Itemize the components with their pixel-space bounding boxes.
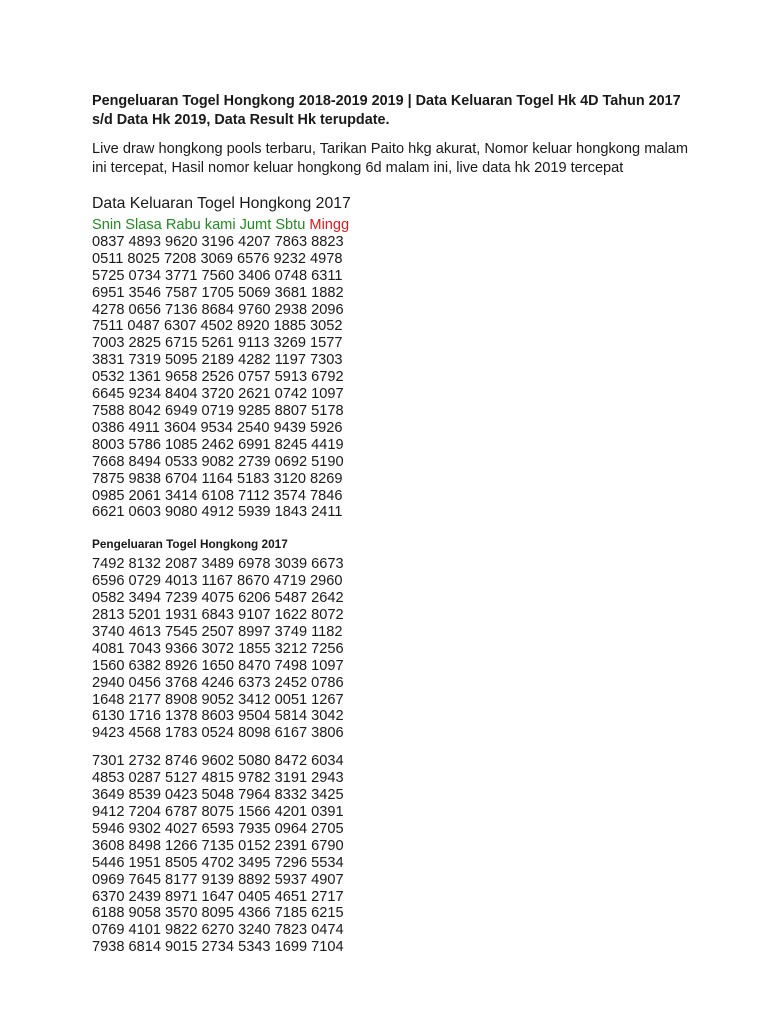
number-row: 0386 4911 3604 9534 2540 9439 5926 (92, 419, 343, 436)
number-row: 0969 7645 8177 9139 8892 5937 4907 (92, 871, 344, 888)
number-row: 7301 2732 8746 9602 5080 8472 6034 (92, 753, 344, 770)
number-row: 7668 8494 0533 9082 2739 0692 5190 (92, 453, 344, 470)
sunday-label: Mingg (309, 217, 350, 233)
number-row: 0511 8025 7208 3069 6576 9232 4978 (92, 250, 343, 267)
number-row: 6370 2439 8971 1647 0405 4651 2717 (92, 888, 344, 905)
number-row: 7511 0487 6307 4502 8920 1885 3052 (92, 318, 343, 335)
section-heading-data-keluaran: Data Keluaran Togel Hongkong 2017 (92, 195, 351, 212)
number-row: 0837 4893 9620 3196 4207 7863 8823 (92, 233, 344, 250)
number-row: 1560 6382 8926 1650 8470 7498 1097 (92, 657, 344, 674)
number-row: 1648 2177 8908 9052 3412 0051 1267 (92, 691, 344, 708)
number-row: 0532 1361 9658 2526 0757 5913 6792 (92, 369, 344, 386)
number-row: 3608 8498 1266 7135 0152 2391 6790 (92, 837, 344, 854)
section-heading-pengeluaran: Pengeluaran Togel Hongkong 2017 (92, 537, 288, 552)
number-row: 7003 2825 6715 5261 9113 3269 1577 (92, 335, 343, 352)
weekday-labels: Snin Slasa Rabu kami Jumt Sbtu (92, 217, 306, 233)
number-row: 5946 9302 4027 6593 7935 0964 2705 (92, 820, 344, 837)
number-row: 9412 7204 6787 8075 1566 4201 0391 (92, 804, 344, 820)
number-row: 6188 9058 3570 8095 4366 7185 6215 (92, 905, 344, 922)
number-row: 8003 5786 1085 2462 6991 8245 4419 (92, 436, 344, 453)
intro-paragraph: Live draw hongkong pools terbaru, Tarikan Paito hkg akurat, Nomor keluar hongkong malam ini tercepat, Hasil nomor keluar hongkong 6d malam ini, live data hk 2019 tercepat (92, 141, 688, 176)
number-row: 4081 7043 9366 3072 1855 3212 7256 (92, 640, 344, 657)
block-spacer (92, 742, 688, 753)
page-title: Pengeluaran Togel Hongkong 2018-2019 2019 | Data Keluaran Togel Hk 4D Tahun 2017 s/d Data Hk 2019, Data Result Hk terupdate. (92, 93, 681, 128)
number-row: 7492 8132 2087 3489 6978 3039 6673 (92, 556, 344, 573)
number-row: 6621 0603 9080 4912 5939 1843 2411 (92, 504, 343, 521)
number-row: 5446 1951 8505 4702 3495 7296 5534 (92, 854, 344, 871)
number-row: 0985 2061 3414 6108 7112 3574 7846 (92, 487, 343, 504)
number-row: 4853 0287 5127 4815 9782 3191 2943 (92, 770, 344, 787)
number-row: 7588 8042 6949 0719 9285 8807 5178 (92, 402, 344, 419)
number-row: 4278 0656 7136 8684 9760 2938 2096 (92, 301, 344, 318)
number-row: 3649 8539 0423 5048 7964 8332 3425 (92, 787, 344, 804)
number-row: 0769 4101 9822 6270 3240 7823 0474 (92, 922, 344, 939)
number-row: 0582 3494 7239 4075 6206 5487 2642 (92, 590, 344, 607)
number-row: 6596 0729 4013 1167 8670 4719 2960 (92, 573, 343, 590)
day-header-row (92, 217, 688, 234)
number-row: 5725 0734 3771 7560 3406 0748 6311 (92, 267, 343, 284)
number-row: 3831 7319 5095 2189 4282 1197 7303 (92, 352, 343, 369)
number-row: 2940 0456 3768 4246 6373 2452 0786 (92, 674, 344, 691)
result-rows-block-1 (92, 556, 688, 742)
result-rows-block-2 (92, 753, 688, 956)
number-row: 6951 3546 7587 1705 5069 3681 1882 (92, 284, 344, 301)
number-row: 9423 4568 1783 0524 8098 6167 3806 (92, 725, 344, 742)
number-row: 6645 9234 8404 3720 2621 0742 1097 (92, 386, 344, 403)
number-row: 7875 9838 6704 1164 5183 3120 8269 (92, 470, 343, 487)
number-row: 2813 5201 1931 6843 9107 1622 8072 (92, 607, 344, 624)
result-rows-2017 (92, 234, 688, 521)
number-row: 3740 4613 7545 2507 8997 3749 1182 (92, 623, 343, 640)
number-row: 7938 6814 9015 2734 5343 1699 7104 (92, 939, 344, 956)
number-row: 6130 1716 1378 8603 9504 5814 3042 (92, 708, 344, 725)
